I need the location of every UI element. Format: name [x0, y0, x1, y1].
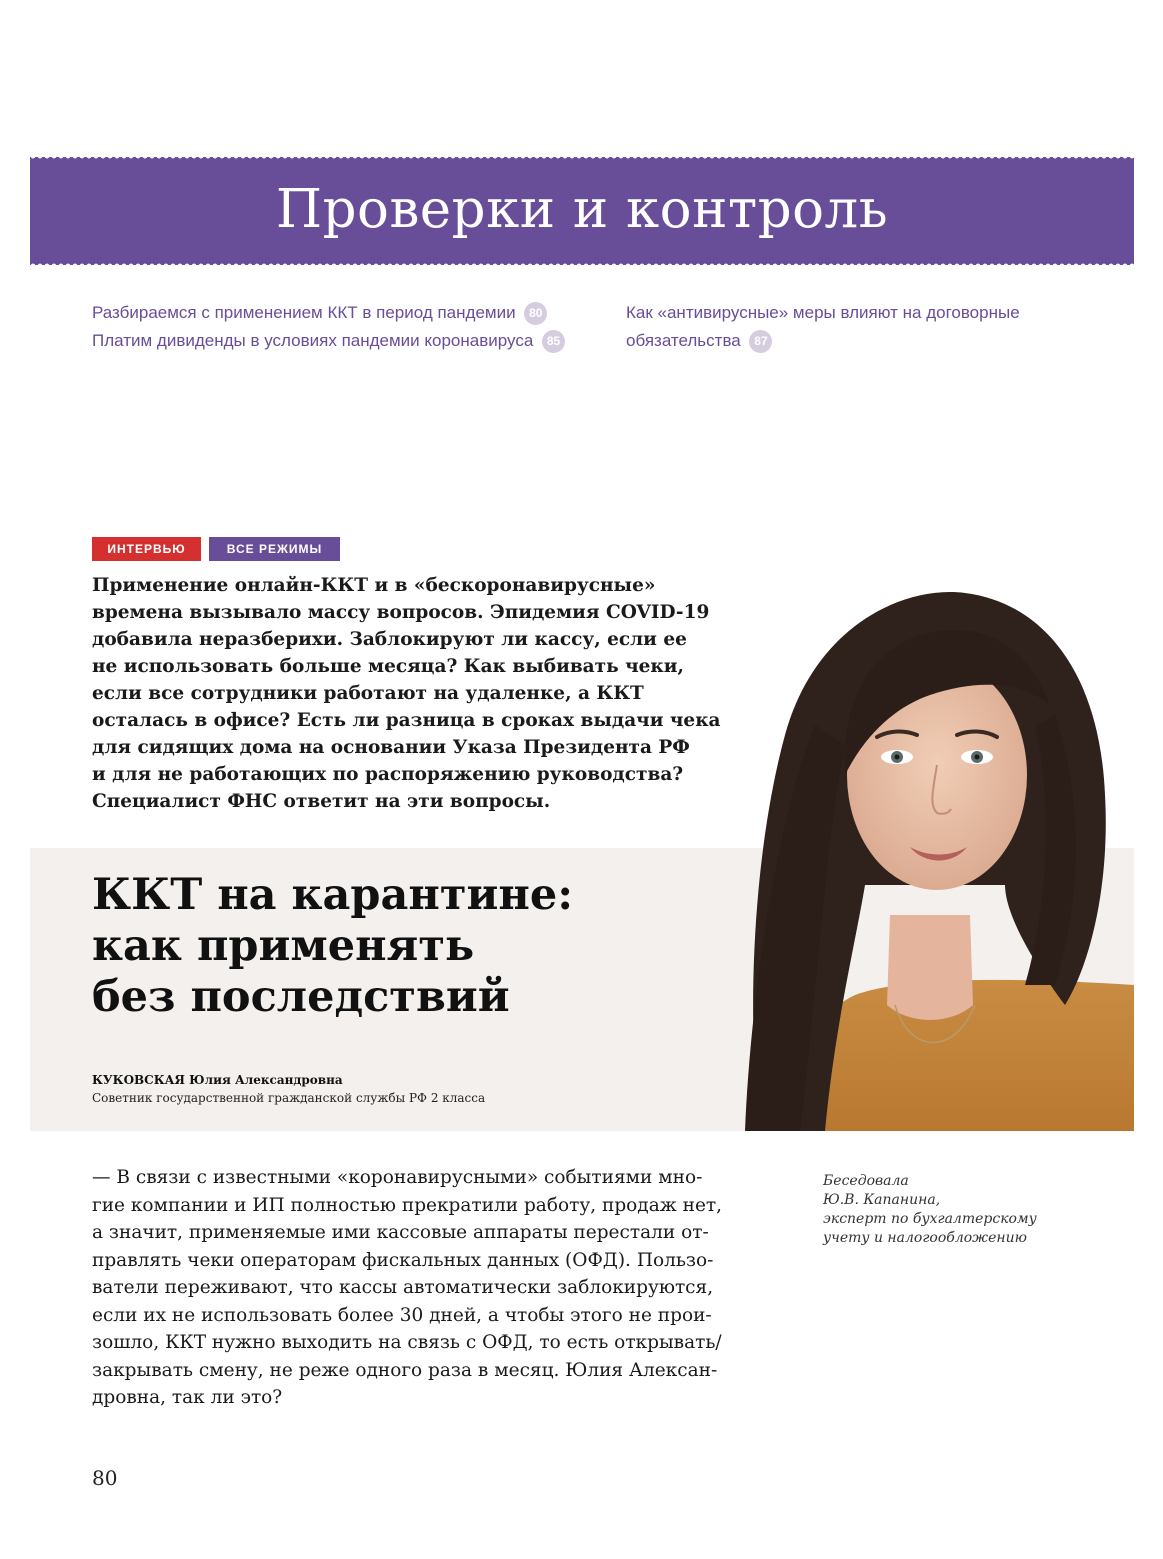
toc-label: Платим дивиденды в условиях пандемии коронавируса [92, 331, 534, 350]
tag-interview: ИНТЕРВЬЮ [92, 537, 201, 561]
toc-link-antivirus-measures-cont[interactable] [626, 329, 772, 353]
toc-link-dividends[interactable] [92, 329, 565, 353]
author-portrait [705, 585, 1134, 1131]
interview-question: — В связи с известными «коронавирусными» событиями мно- гие компании и ИП полностью прекратили работу, продаж нет, а значит, применяемые ими кассовые аппараты перестали от- правлять чеки операторам фискальных данных (ОФД). Пользо- ватели переживают, что кассы автоматически заблокируются, если их не использовать более 30 дней, а чтобы этого не прои- зошло, ККТ нужно выходить на связь с ОФД, то есть открывать/ закрывать смену, не реже одного раза в месяц. Юлия Алексан- дровна, так ли это? [92, 1167, 723, 1408]
toc-label: Разбираемся с применением ККТ в период пандемии [92, 303, 516, 322]
toc-link-kkt-pandemic[interactable] [92, 301, 547, 325]
page-number-badge: 87 [749, 330, 772, 353]
article-headline: ККТ на карантине: как применять без последствий [92, 870, 574, 1022]
page-number: 80 [92, 1466, 118, 1490]
section-banner [30, 157, 1134, 265]
page-number-badge: 85 [542, 330, 565, 353]
tag-all-regimes: ВСЕ РЕЖИМЫ [209, 537, 340, 561]
toc-link-antivirus-measures[interactable] [626, 301, 1020, 325]
section-title: Проверки и контроль [275, 179, 889, 240]
page-number-badge: 80 [524, 302, 547, 325]
author-name: КУКОВСКАЯ Юлия Александровна [92, 1073, 343, 1087]
interviewer-note: Беседовала Ю.В. Капанина, эксперт по бухгалтерскому учету и налогообложению [823, 1173, 1037, 1246]
toc-label-line2: обязательства [626, 331, 741, 350]
toc-label-line1: Как «антивирусные» меры влияют на договорные [626, 303, 1020, 322]
lead-paragraph: Применение онлайн-ККТ и в «бескоронавирусные» времена вызывало массу вопросов. Эпидемия COVID-19 добавила неразберихи. Заблокируют ли кассу, если ее не использовать больше месяца? Как выбивать чеки, если все сотрудники работают на удаленке, а ККТ осталась в офисе? Есть ли разница в сроках выдачи чека для сидящих дома на основании Указа Президента РФ и для не работающих по распоряжению руководства? Специалист ФНС ответит на эти вопросы. [92, 575, 721, 812]
author-position: Советник государственной гражданской службы РФ 2 класса [92, 1091, 486, 1105]
